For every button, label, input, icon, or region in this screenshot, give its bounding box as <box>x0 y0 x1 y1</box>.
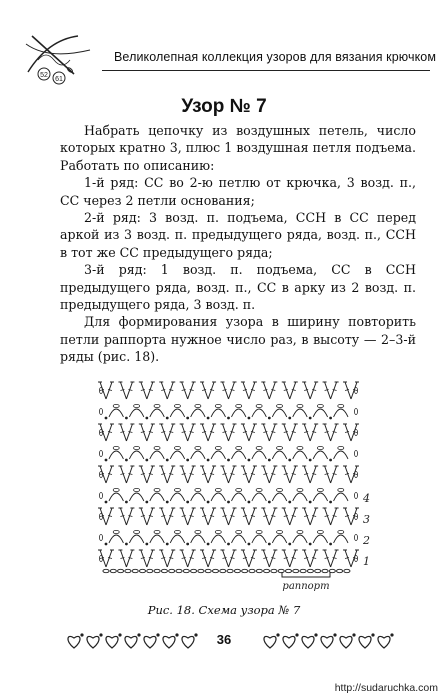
chain-arch <box>313 493 327 501</box>
dot-icon <box>333 633 336 636</box>
dot-icon <box>371 633 374 636</box>
chain-arch <box>232 535 246 543</box>
chain-stitch <box>220 569 226 572</box>
chain-arch <box>211 451 225 459</box>
chain-arch <box>129 535 143 543</box>
chain-arch <box>232 409 246 417</box>
chain-stitch <box>147 569 153 572</box>
chain-stitch <box>183 569 189 572</box>
chain-stitch <box>285 569 291 572</box>
chain-stitch <box>293 569 299 572</box>
slip-stitch <box>227 543 230 546</box>
chain-arch <box>252 409 266 417</box>
heart-knot-icon <box>144 636 156 648</box>
chain-stitch <box>297 404 303 407</box>
slip-stitch <box>248 501 251 504</box>
row-label-2: 2 <box>363 534 370 547</box>
slip-stitch <box>268 543 271 546</box>
slip-stitch <box>309 501 312 504</box>
chain-arch <box>313 409 327 417</box>
slip-stitch <box>248 459 251 462</box>
chain-arch <box>232 451 246 459</box>
chain-stitch <box>317 404 323 407</box>
heart-knot-icon <box>359 636 371 648</box>
chain-arch <box>191 409 205 417</box>
chain-stitch <box>256 488 262 491</box>
dot-icon <box>295 633 298 636</box>
chain-stitch <box>317 446 323 449</box>
chain-arch <box>191 493 205 501</box>
turning-chain <box>99 493 102 499</box>
chain-stitch <box>212 569 218 572</box>
slip-stitch <box>288 459 291 462</box>
chain-stitch <box>297 488 303 491</box>
chain-stitch <box>277 446 283 449</box>
chain-arch <box>109 535 123 543</box>
chain-arch <box>334 493 348 501</box>
dot-icon <box>80 633 83 636</box>
slip-stitch <box>125 459 128 462</box>
chain-stitch <box>338 530 344 533</box>
chain-stitch <box>256 446 262 449</box>
chain-stitch <box>215 488 221 491</box>
chain-stitch <box>256 569 262 572</box>
chain-stitch <box>337 569 343 572</box>
heart-knot-icon <box>68 636 80 648</box>
slip-stitch <box>166 543 169 546</box>
paragraph-row-3: 3-й ряд: 1 возд. п. подъема, СС в ССН предыдущего ряда, возд. п., СС в арку из 2 возд. п. предыдущего ряда, 3 возд. п. <box>60 262 416 313</box>
turning-chain <box>99 535 102 541</box>
chain-stitch <box>271 569 277 572</box>
chain-arch <box>170 409 184 417</box>
chain-arch <box>252 451 266 459</box>
chain-arch <box>150 409 164 417</box>
chain-arch <box>191 535 205 543</box>
emblem-number-2: 61 <box>55 76 63 83</box>
dot-icon <box>99 633 102 636</box>
chain-arch <box>272 409 286 417</box>
slip-stitch <box>145 501 148 504</box>
slip-stitch <box>329 417 332 420</box>
slip-stitch <box>309 459 312 462</box>
slip-stitch <box>268 459 271 462</box>
chain-stitch <box>227 569 233 572</box>
heart-knot-icon <box>163 636 175 648</box>
slip-stitch <box>207 543 210 546</box>
chain-arch <box>170 493 184 501</box>
slip-stitch <box>207 501 210 504</box>
chain-stitch <box>297 446 303 449</box>
chain-stitch <box>174 404 180 407</box>
slip-stitch <box>105 459 108 462</box>
header-title: Великолепная коллекция узоров для вязания крючком <box>114 50 437 64</box>
heart-knot-icon <box>106 636 118 648</box>
chain-stitch <box>154 569 160 572</box>
chain-arch <box>334 409 348 417</box>
heart-knot-icon <box>302 636 314 648</box>
paragraph-intro: Набрать цепочку из воздушных петель, число которых кратно 3, плюс 1 воздушная петля подъема. Работать по описанию: <box>60 123 416 173</box>
chain-stitch <box>317 488 323 491</box>
chain-stitch <box>125 569 131 572</box>
chain-stitch <box>134 530 140 533</box>
turning-chain <box>354 535 357 541</box>
chain-arch <box>293 535 307 543</box>
chain-arch <box>252 535 266 543</box>
heart-knot-icon <box>340 636 352 648</box>
heart-knot-icon <box>321 636 333 648</box>
figure-caption: Рис. 18. Схема узора № 7 <box>147 603 301 617</box>
paragraph-repeat: Для формирования узора в ширину повторить петли раппорта нужное число раз, в высоту — 2–3-й ряды (рис. 18). <box>60 314 416 365</box>
turning-chain <box>354 451 357 457</box>
chain-arch <box>150 493 164 501</box>
chain-stitch <box>174 446 180 449</box>
chain-stitch <box>256 404 262 407</box>
chain-stitch <box>277 530 283 533</box>
chain-stitch <box>277 488 283 491</box>
turning-chain <box>354 493 357 499</box>
chain-stitch <box>338 446 344 449</box>
chain-stitch <box>236 530 242 533</box>
running-header <box>18 30 437 90</box>
chain-stitch <box>174 488 180 491</box>
chain-arch <box>252 493 266 501</box>
chain-stitch <box>236 404 242 407</box>
heart-knot-icon <box>182 636 194 648</box>
slip-stitch <box>329 501 332 504</box>
dot-icon <box>175 633 178 636</box>
chain-stitch <box>242 569 248 572</box>
chain-stitch <box>277 404 283 407</box>
chain-stitch <box>154 488 160 491</box>
slip-stitch <box>248 543 251 546</box>
slip-stitch <box>125 501 128 504</box>
chain-stitch <box>195 530 201 533</box>
slip-stitch <box>145 459 148 462</box>
emblem-number-1: 52 <box>40 72 48 79</box>
chain-stitch <box>249 569 255 572</box>
chain-stitch <box>176 569 182 572</box>
chain-stitch <box>134 446 140 449</box>
chain-stitch <box>195 488 201 491</box>
chain-stitch <box>338 404 344 407</box>
chain-arch <box>334 535 348 543</box>
chain-arch <box>211 409 225 417</box>
chain-arch <box>272 535 286 543</box>
chain-arch <box>211 493 225 501</box>
chain-stitch <box>169 569 175 572</box>
heart-knot-icon <box>378 636 390 648</box>
heart-knot-icon <box>87 636 99 648</box>
chain-arch <box>109 409 123 417</box>
slip-stitch <box>288 417 291 420</box>
chain-stitch <box>113 488 119 491</box>
chain-arch <box>211 535 225 543</box>
chain-arch <box>150 535 164 543</box>
chain-stitch <box>132 569 138 572</box>
chain-arch <box>293 493 307 501</box>
slip-stitch <box>288 543 291 546</box>
page-number: 36 <box>216 632 232 647</box>
chain-stitch <box>215 446 221 449</box>
slip-stitch <box>166 459 169 462</box>
chain-stitch <box>195 446 201 449</box>
slip-stitch <box>309 543 312 546</box>
watermark: http://sudaruchka.com <box>334 682 438 694</box>
chain-stitch <box>174 530 180 533</box>
needle-thread-icon <box>18 30 98 90</box>
chain-arch <box>129 493 143 501</box>
chain-stitch <box>338 488 344 491</box>
chain-stitch <box>264 569 270 572</box>
pattern-title: Узор № 7 <box>181 96 267 117</box>
slip-stitch <box>207 459 210 462</box>
chain-stitch <box>113 404 119 407</box>
chain-stitch <box>154 446 160 449</box>
chain-stitch <box>307 569 313 572</box>
chain-stitch <box>300 569 306 572</box>
dot-icon <box>390 633 393 636</box>
chain-stitch <box>195 404 201 407</box>
chain-arch <box>109 493 123 501</box>
chain-stitch <box>236 488 242 491</box>
chain-stitch <box>297 530 303 533</box>
chain-arch <box>293 409 307 417</box>
slip-stitch <box>248 417 251 420</box>
dot-icon <box>156 633 159 636</box>
chain-stitch <box>205 569 211 572</box>
chain-stitch <box>154 530 160 533</box>
chain-stitch <box>110 569 116 572</box>
chain-stitch <box>134 488 140 491</box>
chain-arch <box>170 535 184 543</box>
chain-stitch <box>317 530 323 533</box>
slip-stitch <box>125 417 128 420</box>
chain-arch <box>129 451 143 459</box>
paragraph-row-1: 1-й ряд: СС во 2-ю петлю от крючка, 3 возд. п., СС через 2 петли основания; <box>60 175 416 208</box>
row-label-4: 4 <box>363 492 370 505</box>
heart-knot-icon <box>125 636 137 648</box>
slip-stitch <box>329 459 332 462</box>
chain-arch <box>272 451 286 459</box>
chain-arch <box>313 535 327 543</box>
row-label-1: 1 <box>363 555 370 568</box>
chain-stitch <box>118 569 124 572</box>
slip-stitch <box>105 501 108 504</box>
chain-arch <box>334 451 348 459</box>
chain-stitch <box>134 404 140 407</box>
slip-stitch <box>125 543 128 546</box>
chain-stitch <box>215 530 221 533</box>
chain-arch <box>272 493 286 501</box>
turning-chain <box>354 409 357 415</box>
slip-stitch <box>309 417 312 420</box>
chain-stitch <box>161 569 167 572</box>
chain-stitch <box>198 569 204 572</box>
slip-stitch <box>268 501 271 504</box>
slip-stitch <box>145 543 148 546</box>
heart-knot-icon <box>283 636 295 648</box>
chain-stitch <box>234 569 240 572</box>
dot-icon <box>118 633 121 636</box>
paragraph-row-2: 2-й ряд: 3 возд. п. подъема, ССН в СС перед аркой из 3 возд. п. предыдущего ряда, возд. п., ССН в тот же СС предыдущего ряда; <box>60 210 416 260</box>
dot-icon <box>137 633 140 636</box>
chain-arch <box>170 451 184 459</box>
chain-stitch <box>256 530 262 533</box>
slip-stitch <box>105 417 108 420</box>
slip-stitch <box>329 543 332 546</box>
slip-stitch <box>227 459 230 462</box>
slip-stitch <box>186 501 189 504</box>
dot-icon <box>352 633 355 636</box>
slip-stitch <box>186 459 189 462</box>
slip-stitch <box>207 417 210 420</box>
chain-arch <box>232 493 246 501</box>
slip-stitch <box>268 417 271 420</box>
turning-chain <box>99 409 102 415</box>
chain-arch <box>150 451 164 459</box>
slip-stitch <box>288 501 291 504</box>
repeat-label: раппорт <box>282 581 330 592</box>
dot-icon <box>276 633 279 636</box>
chain-arch <box>191 451 205 459</box>
stitch-symbols <box>98 382 359 573</box>
slip-stitch <box>166 417 169 420</box>
chain-stitch <box>278 569 284 572</box>
chain-stitch <box>154 404 160 407</box>
chain-stitch <box>113 446 119 449</box>
header-rule <box>102 70 430 71</box>
chain-stitch <box>139 569 145 572</box>
chain-stitch <box>315 569 321 572</box>
slip-stitch <box>166 501 169 504</box>
slip-stitch <box>227 501 230 504</box>
chain-arch <box>109 451 123 459</box>
chain-stitch <box>215 404 221 407</box>
heart-knot-icon <box>264 636 276 648</box>
row-label-3: 3 <box>363 513 370 526</box>
dot-icon <box>314 633 317 636</box>
slip-stitch <box>227 417 230 420</box>
chain-stitch <box>113 530 119 533</box>
chain-stitch <box>103 569 109 572</box>
slip-stitch <box>145 417 148 420</box>
slip-stitch <box>105 543 108 546</box>
chain-arch <box>129 409 143 417</box>
chain-arch <box>293 451 307 459</box>
chain-stitch <box>236 446 242 449</box>
crochet-chart <box>96 376 386 606</box>
chain-arch <box>313 451 327 459</box>
chain-stitch <box>322 569 328 572</box>
turning-chain <box>99 451 102 457</box>
instructions <box>60 122 416 366</box>
chain-stitch <box>344 569 350 572</box>
dot-icon <box>194 633 197 636</box>
slip-stitch <box>186 543 189 546</box>
slip-stitch <box>186 417 189 420</box>
chain-stitch <box>191 569 197 572</box>
